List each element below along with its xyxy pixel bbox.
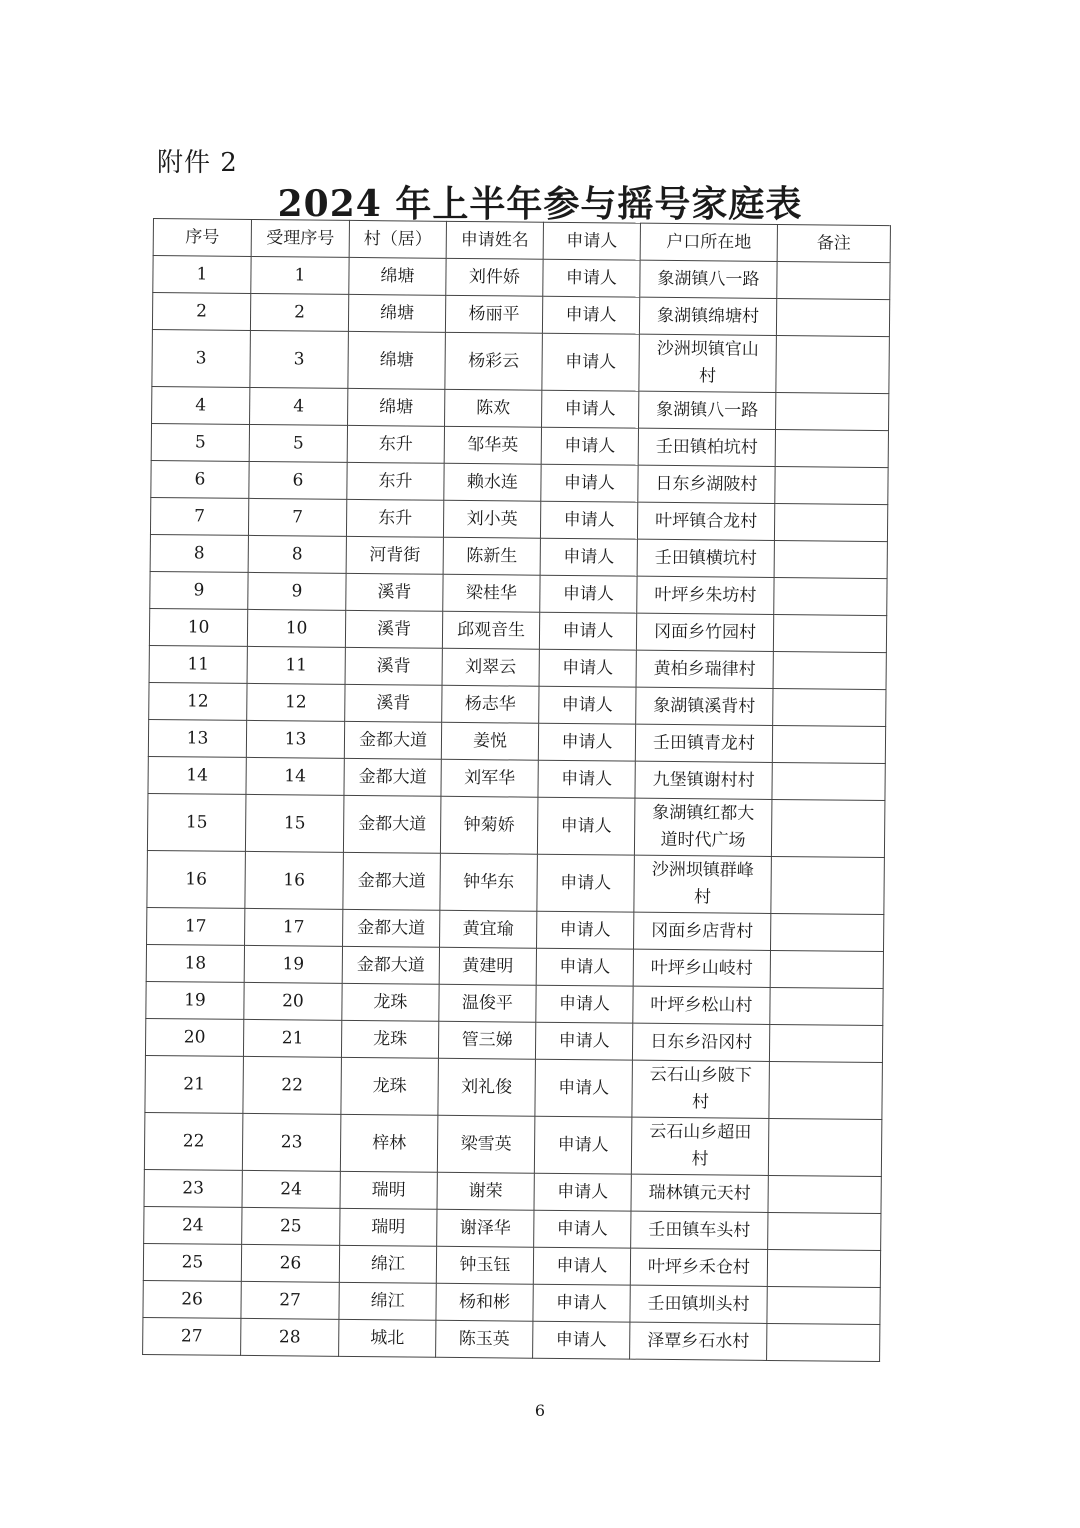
cell-applicant-name: 杨彩云 — [445, 332, 543, 390]
cell-seq: 14 — [148, 756, 246, 794]
cell-accept-seq: 26 — [241, 1244, 339, 1282]
cell-applicant-name: 谢泽华 — [437, 1209, 534, 1247]
cell-applicant-name: 刘军华 — [441, 759, 538, 797]
cell-seq: 23 — [144, 1169, 242, 1207]
cell-accept-seq: 17 — [245, 908, 343, 946]
cell-remarks — [770, 950, 883, 988]
cell-hukou-location: 日东乡湖陂村 — [638, 465, 775, 503]
cell-accept-seq: 19 — [244, 945, 342, 983]
cell-remarks — [774, 577, 887, 615]
cell-village: 金都大道 — [344, 721, 441, 759]
cell-village: 龙珠 — [342, 983, 439, 1021]
cell-accept-seq: 3 — [250, 330, 349, 388]
cell-remarks — [767, 1286, 880, 1324]
cell-applicant: 申请人 — [539, 686, 636, 724]
cell-remarks — [770, 913, 883, 951]
cell-village: 城北 — [339, 1319, 436, 1357]
cell-village: 绵江 — [339, 1245, 436, 1283]
cell-village: 东升 — [347, 462, 444, 500]
cell-applicant-name: 钟菊娇 — [440, 796, 538, 854]
cell-accept-seq: 5 — [249, 424, 347, 462]
cell-hukou-location: 冈面乡竹园村 — [636, 613, 773, 651]
cell-applicant-name: 钟华东 — [440, 853, 538, 911]
cell-accept-seq: 25 — [242, 1207, 340, 1245]
cell-remarks — [773, 614, 886, 652]
cell-hukou-location: 叶坪乡朱坊村 — [637, 576, 774, 614]
cell-accept-seq: 10 — [247, 609, 345, 647]
cell-applicant-name: 黄建明 — [439, 947, 536, 985]
cell-hukou-location: 叶坪乡松山村 — [633, 986, 770, 1024]
cell-applicant: 申请人 — [533, 1247, 630, 1285]
cell-remarks — [774, 503, 887, 541]
header-applicant-name: 申请姓名 — [446, 221, 543, 259]
cell-applicant-name: 管三娣 — [438, 1021, 535, 1059]
cell-village: 绵塘 — [348, 388, 445, 426]
cell-accept-seq: 21 — [243, 1019, 341, 1057]
cell-hukou-location: 壬田镇柏坑村 — [638, 428, 775, 466]
cell-village: 金都大道 — [342, 946, 439, 984]
cell-accept-seq: 7 — [248, 498, 346, 536]
cell-seq: 3 — [152, 329, 251, 387]
cell-village: 金都大道 — [343, 909, 440, 947]
cell-seq: 4 — [152, 386, 250, 424]
cell-remarks — [774, 540, 887, 578]
cell-applicant: 申请人 — [542, 296, 639, 334]
cell-applicant: 申请人 — [536, 985, 633, 1023]
cell-seq: 9 — [150, 571, 248, 609]
cell-village: 绵塘 — [348, 331, 446, 389]
cell-seq: 24 — [144, 1206, 242, 1244]
header-seq: 序号 — [153, 219, 251, 257]
cell-applicant-name: 邹华英 — [444, 426, 541, 464]
cell-applicant: 申请人 — [538, 760, 635, 798]
cell-seq: 12 — [149, 682, 247, 720]
header-accept-seq: 受理序号 — [251, 219, 349, 257]
document-title: 2024 年上半年参与摇号家庭表 — [277, 183, 803, 225]
page-number: 6 — [534, 1401, 546, 1420]
cell-village: 绵塘 — [348, 294, 445, 332]
cell-hukou-location: 沙洲坝镇官山村 — [639, 334, 777, 392]
cell-hukou-location: 泽覃乡石水村 — [630, 1322, 767, 1360]
cell-hukou-location: 壬田镇车头村 — [631, 1211, 768, 1249]
cell-accept-seq: 28 — [241, 1318, 339, 1356]
table-row — [147, 793, 885, 857]
cell-village: 溪背 — [346, 573, 443, 611]
cell-applicant: 申请人 — [540, 538, 637, 576]
cell-applicant: 申请人 — [537, 797, 635, 855]
cell-village: 瑞明 — [340, 1208, 437, 1246]
cell-seq: 7 — [150, 497, 248, 535]
cell-village: 金都大道 — [344, 758, 441, 796]
cell-village: 梓林 — [340, 1114, 438, 1172]
cell-applicant-name: 刘礼俊 — [438, 1058, 536, 1116]
cell-hukou-location: 壬田镇圳头村 — [630, 1285, 767, 1323]
cell-accept-seq: 23 — [242, 1113, 341, 1171]
cell-village: 河背街 — [346, 536, 443, 574]
cell-seq: 8 — [150, 534, 248, 572]
cell-accept-seq: 13 — [246, 720, 344, 758]
cell-hukou-location: 冈面乡店背村 — [634, 912, 771, 950]
cell-accept-seq: 15 — [245, 794, 344, 852]
cell-hukou-location: 云石山乡超田村 — [631, 1117, 769, 1175]
cell-accept-seq: 16 — [245, 851, 344, 909]
cell-applicant-name: 温俊平 — [439, 984, 536, 1022]
header-applicant: 申请人 — [543, 222, 640, 260]
cell-hukou-location: 象湖镇绵塘村 — [639, 297, 776, 335]
cell-accept-seq: 11 — [247, 646, 345, 684]
cell-applicant-name: 刘件娇 — [446, 258, 543, 296]
cell-applicant: 申请人 — [533, 1284, 630, 1322]
cell-village: 金都大道 — [343, 852, 441, 910]
cell-hukou-location: 黄柏乡瑞律村 — [636, 650, 773, 688]
cell-hukou-location: 叶坪乡禾仓村 — [630, 1248, 767, 1286]
cell-remarks — [768, 1118, 882, 1176]
cell-hukou-location: 壬田镇青龙村 — [635, 724, 772, 762]
cell-hukou-location: 象湖镇八一路 — [640, 260, 777, 298]
cell-village: 溪背 — [345, 647, 442, 685]
table-row — [144, 1112, 882, 1176]
cell-accept-seq: 20 — [244, 982, 342, 1020]
cell-accept-seq: 6 — [249, 461, 347, 499]
cell-applicant: 申请人 — [539, 649, 636, 687]
cell-remarks — [777, 261, 890, 299]
cell-remarks — [775, 466, 888, 504]
cell-applicant: 申请人 — [536, 948, 633, 986]
household-table — [142, 218, 891, 1362]
cell-remarks — [773, 688, 886, 726]
cell-remarks — [773, 651, 886, 689]
cell-hukou-location: 象湖镇红都大道时代广场 — [634, 798, 772, 856]
cell-applicant: 申请人 — [543, 259, 640, 297]
cell-seq: 1 — [153, 256, 251, 294]
cell-applicant-name: 赖水连 — [444, 463, 541, 501]
cell-applicant: 申请人 — [540, 575, 637, 613]
cell-applicant-name: 杨和彬 — [436, 1283, 533, 1321]
cell-remarks — [771, 856, 885, 914]
cell-applicant-name: 陈新生 — [443, 537, 540, 575]
cell-applicant-name: 刘翠云 — [442, 648, 539, 686]
table-row — [152, 329, 890, 393]
cell-remarks — [769, 1024, 882, 1062]
cell-applicant: 申请人 — [540, 501, 637, 539]
cell-applicant-name: 刘小英 — [443, 500, 540, 538]
cell-applicant-name: 钟玉钰 — [436, 1246, 533, 1284]
cell-hukou-location: 象湖镇八一路 — [639, 391, 776, 429]
cell-seq: 18 — [146, 944, 244, 982]
cell-applicant-name: 陈欢 — [445, 389, 542, 427]
cell-applicant-name: 杨志华 — [442, 685, 539, 723]
cell-hukou-location: 日东乡沿冈村 — [632, 1023, 769, 1061]
annex-label: 附件 2 — [157, 148, 238, 178]
cell-applicant: 申请人 — [533, 1321, 630, 1359]
cell-accept-seq: 8 — [248, 535, 346, 573]
cell-applicant-name: 姜悦 — [441, 722, 538, 760]
cell-applicant-name: 梁雪英 — [437, 1115, 535, 1173]
cell-applicant: 申请人 — [538, 723, 635, 761]
cell-seq: 17 — [147, 907, 245, 945]
cell-remarks — [769, 1061, 883, 1119]
cell-seq: 21 — [145, 1055, 244, 1113]
cell-seq: 6 — [151, 460, 249, 498]
table-row — [145, 1055, 883, 1119]
cell-village: 溪背 — [345, 610, 442, 648]
cell-applicant-name: 梁桂华 — [443, 574, 540, 612]
cell-applicant: 申请人 — [535, 1059, 633, 1117]
cell-seq: 11 — [149, 645, 247, 683]
cell-accept-seq: 22 — [243, 1056, 342, 1114]
cell-applicant: 申请人 — [541, 464, 638, 502]
cell-remarks — [775, 392, 888, 430]
cell-hukou-location: 叶坪镇合龙村 — [637, 502, 774, 540]
cell-village: 东升 — [346, 499, 443, 537]
cell-seq: 16 — [147, 850, 246, 908]
cell-remarks — [770, 987, 883, 1025]
cell-hukou-location: 瑞林镇元天村 — [631, 1174, 768, 1212]
table-row — [147, 850, 885, 914]
cell-accept-seq: 12 — [247, 683, 345, 721]
cell-village: 溪背 — [345, 684, 442, 722]
cell-remarks — [775, 429, 888, 467]
cell-applicant: 申请人 — [542, 390, 639, 428]
cell-applicant: 申请人 — [534, 1210, 631, 1248]
cell-hukou-location: 壬田镇横坑村 — [637, 539, 774, 577]
cell-seq: 5 — [151, 423, 249, 461]
cell-applicant: 申请人 — [534, 1116, 632, 1174]
cell-hukou-location: 云石山乡陂下村 — [632, 1060, 770, 1118]
cell-village: 龙珠 — [341, 1020, 438, 1058]
cell-village: 龙珠 — [341, 1057, 439, 1115]
cell-remarks — [776, 298, 889, 336]
table-row — [143, 1317, 880, 1361]
cell-village: 金都大道 — [343, 795, 441, 853]
cell-seq: 15 — [147, 793, 246, 851]
cell-accept-seq: 2 — [250, 293, 348, 331]
cell-accept-seq: 9 — [248, 572, 346, 610]
cell-accept-seq: 27 — [241, 1281, 339, 1319]
cell-seq: 27 — [143, 1317, 241, 1355]
household-table-container — [142, 218, 890, 1362]
cell-hukou-location: 象湖镇溪背村 — [636, 687, 773, 725]
cell-village: 绵江 — [339, 1282, 436, 1320]
cell-village: 东升 — [347, 425, 444, 463]
cell-applicant: 申请人 — [539, 612, 636, 650]
header-village: 村（居） — [349, 220, 446, 258]
cell-remarks — [772, 725, 885, 763]
cell-remarks — [771, 799, 885, 857]
cell-applicant: 申请人 — [537, 911, 634, 949]
cell-seq: 22 — [144, 1112, 243, 1170]
cell-seq: 10 — [149, 608, 247, 646]
header-remarks: 备注 — [777, 224, 890, 262]
header-hukou-location: 户口所在地 — [640, 223, 777, 261]
cell-accept-seq: 14 — [246, 757, 344, 795]
cell-applicant-name: 杨丽平 — [445, 295, 542, 333]
cell-accept-seq: 1 — [251, 256, 349, 294]
cell-remarks — [776, 335, 890, 393]
cell-remarks — [767, 1323, 880, 1361]
cell-applicant: 申请人 — [542, 333, 640, 391]
cell-hukou-location: 叶坪乡山岐村 — [633, 949, 770, 987]
cell-applicant-name: 谢荣 — [437, 1172, 534, 1210]
cell-hukou-location: 九堡镇谢村村 — [635, 761, 772, 799]
cell-seq: 19 — [146, 981, 244, 1019]
cell-applicant: 申请人 — [534, 1173, 631, 1211]
cell-seq: 26 — [143, 1280, 241, 1318]
cell-hukou-location: 沙洲坝镇群峰村 — [634, 855, 772, 913]
cell-applicant-name: 邱观音生 — [442, 611, 539, 649]
cell-seq: 2 — [152, 293, 250, 331]
cell-applicant: 申请人 — [541, 427, 638, 465]
cell-accept-seq: 4 — [250, 387, 348, 425]
cell-applicant-name: 陈玉英 — [436, 1320, 533, 1358]
cell-applicant: 申请人 — [535, 1022, 632, 1060]
cell-seq: 20 — [145, 1018, 243, 1056]
cell-accept-seq: 24 — [242, 1170, 340, 1208]
table-body — [143, 256, 891, 1362]
cell-remarks — [772, 762, 885, 800]
cell-remarks — [768, 1175, 881, 1213]
cell-applicant-name: 黄宜瑜 — [440, 910, 537, 948]
cell-applicant: 申请人 — [537, 854, 635, 912]
cell-remarks — [768, 1212, 881, 1250]
cell-seq: 25 — [143, 1243, 241, 1281]
cell-remarks — [767, 1249, 880, 1287]
cell-village: 瑞明 — [340, 1171, 437, 1209]
cell-village: 绵塘 — [349, 257, 446, 295]
cell-seq: 13 — [148, 719, 246, 757]
